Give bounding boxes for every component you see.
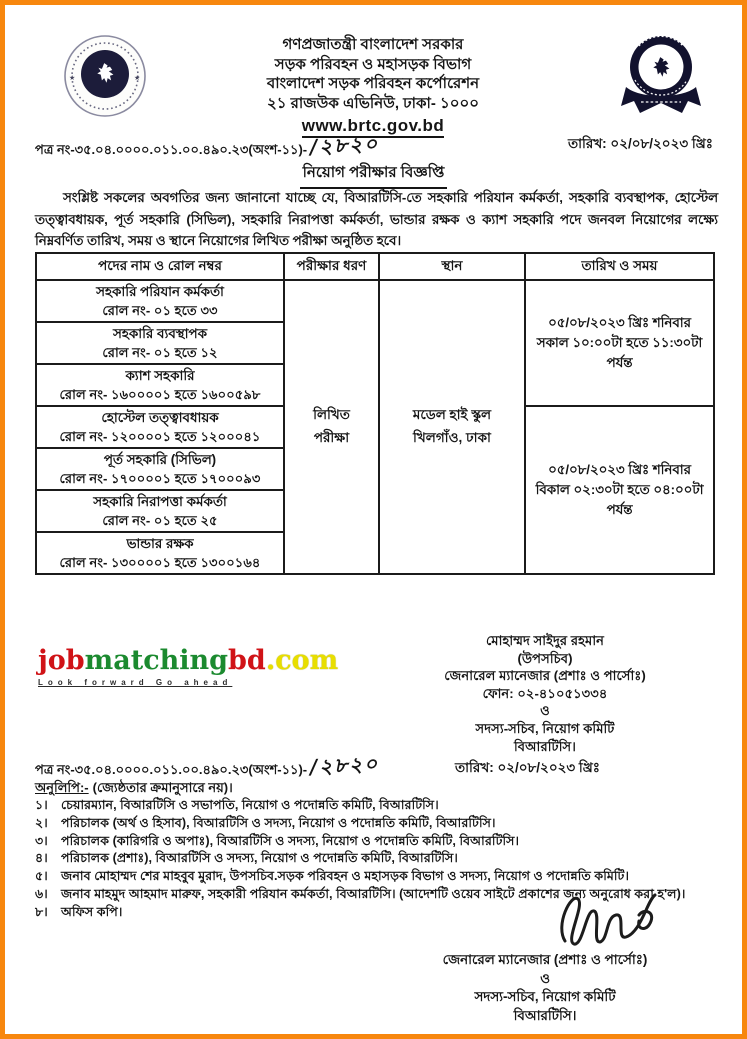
footer-signature-block (390, 951, 700, 1025)
memo-number-handwritten: /২৮২০ (309, 131, 380, 159)
list-item (35, 797, 723, 815)
notice-title: নিয়োগ পরীক্ষার বিজ্ঞপ্তি (300, 161, 448, 189)
watermark-matching: matching (84, 645, 229, 676)
column-header-venue: স্থান (379, 253, 525, 280)
footer-title2: সদস্য-সচিব, নিয়োগ কমিটি (474, 989, 616, 1004)
schedule-time: সকাল ১০:০০টা হতে ১১:৩০টা (536, 335, 703, 350)
position-roll: রোল নং- ১৩০০০০১ হতে ১৩০০১৬৪ (59, 555, 261, 570)
website-link: www.brtc.gov.bd (302, 115, 445, 138)
position-cell (36, 490, 284, 532)
svg-text:★: ★ (69, 75, 76, 82)
signatory-phone: ফোন: ০২-৪১০৫১৩৩৪ (482, 685, 608, 701)
memo-number-text: পত্র নং-৩৫.০৪.০০০০.০১১.০০.৪৯০.২৩(অংশ-১১)- (35, 142, 308, 157)
signatory-name: মোহাম্মদ সাইদুর রহমান (485, 633, 605, 648)
column-header-position: পদের নাম ও রোল নম্বর (36, 253, 284, 280)
signatory-date: তারিখ: ০২/০৮/২০২৩ খ্রিঃ (455, 760, 601, 775)
position-name: পূর্ত সহকারি (সিভিল) (103, 452, 217, 467)
position-roll: রোল নং- ০১ হতে ২৫ (102, 513, 218, 528)
venue-cell: মডেল হাই স্কুল খিলগাঁও, ঢাকা (379, 280, 525, 574)
watermark-com: .com (265, 645, 339, 676)
schedule-cell-morning (525, 280, 714, 406)
government-name: গণপ্রজাতন্ত্রী বাংলাদেশ সরকার (282, 36, 464, 53)
letterhead (173, 35, 573, 138)
exam-type-cell: লিখিত পরীক্ষা (284, 280, 379, 574)
list-item-number: ৫। (35, 869, 48, 884)
position-roll: রোল নং- ১৬০০০০১ হতে ১৬০০৫৯৮ (59, 387, 261, 402)
handwritten-signature-icon (545, 883, 670, 960)
list-item-number: ১। (35, 798, 48, 812)
position-cell (36, 448, 284, 490)
jobmatchingbd-watermark (38, 645, 339, 687)
brtc-logo-icon (610, 31, 712, 128)
watermark-bd: bd (228, 645, 266, 676)
position-name: হোস্টেল তত্ত্বাবধায়ক (101, 410, 219, 425)
position-roll: রোল নং- ০১ হতে ৩৩ (102, 303, 218, 318)
schedule-until: পর্যন্ত (606, 502, 633, 517)
watermark-job: job (38, 645, 85, 676)
notice-body: সংশ্লিষ্ট সকলের অবগতির জন্য জানানো যাচ্ছে যে, বিআরটিসি-তে সহকারি পরিযান কর্মকর্তা, সহকারি ব্যবস্থাপক, হোস্টেল তত্ত্বাবধায়ক, পূর্ত সহকারি (সিভিল), সহকারি নিরাপত্তা কর্মকর্তা, ভান্ডার রক্ষক ও ক্যাশ সহকারি পদে জনবল নিয়োগের লক্ষ্যে নিম্নবর্ণিত তারিখ, সময় ও স্থানে নিয়োগের লিখিত পরীক্ষা অনুষ্ঠিত হবে। (35, 190, 718, 248)
list-item-number: ৩। (35, 833, 48, 848)
position-roll: রোল নং- ১২০০০০১ হতে ১২০০০৪১ (59, 429, 261, 444)
schedule-time: বিকাল ০২:৩০টা হতে ০৪:০০টা (535, 482, 704, 497)
position-name: সহকারি পরিযান কর্মকর্তা (96, 284, 224, 299)
memo-number-text: পত্র নং-৩৫.০৪.০০০০.০১১.০০.৪৯০.২৩(অংশ-১১)- (35, 762, 308, 777)
list-item-number: ৪। (35, 851, 48, 866)
position-roll: রোল নং- ০১ হতে ১২ (102, 345, 218, 360)
schedule-date: ০৫/০৮/২০২৩ খ্রিঃ শনিবার (548, 462, 691, 477)
schedule-until: পর্যন্ত (606, 355, 633, 370)
list-item-text: পরিচালক (অর্থ ও হিসাব), বিআরটিসি ও সদস্য, নিয়োগ ও পদোন্নতি কমিটি, বিআরটিসি। (61, 815, 496, 830)
position-name: সহকারি ব্যবস্থাপক (112, 326, 208, 341)
footer-conjunction: ও (540, 970, 550, 986)
list-item-text: পরিচালক (প্রশাঃ), বিআরটিসি ও সদস্য, নিয়োগ ও পদোন্নতি কমিটি, বিআরটিসি। (61, 851, 458, 866)
jobmatchingbd-logo (38, 645, 339, 676)
copies-heading-label: অনুলিপি:- (35, 780, 89, 795)
list-item-number: ৬। (35, 886, 48, 901)
list-item (35, 833, 723, 851)
schedule-date: ০৫/০৮/২০২৩ খ্রিঃ শনিবার (548, 315, 691, 330)
position-cell (36, 322, 284, 364)
signatory-conjunction: ও (540, 703, 550, 719)
list-item-text: অফিস কপি। (61, 904, 123, 919)
list-item (35, 850, 723, 868)
signatory-org: বিআরটিসি। (514, 738, 576, 754)
list-item-text: পরিচালক (কারিগরি ও অপাঃ), বিআরটিসি ও সদস্য, নিয়োগ ও পদোন্নতি কমিটি, বিআরটিসি। (61, 833, 520, 848)
table-header-row (36, 253, 714, 280)
position-name: সহকারি নিরাপত্তা কর্মকর্তা (93, 494, 227, 509)
signatory-rank: (উপসচিব) (517, 650, 573, 666)
footer-title1: জেনারেল ম্যানেজার (প্রশাঃ ও পার্সোঃ) (442, 952, 648, 967)
footer-org: বিআরটিসি। (513, 1007, 577, 1023)
table-row (36, 280, 714, 322)
signatory-title2: সদস্য-সচিব, নিয়োগ কমিটি (475, 720, 615, 736)
list-item-text: জনাব মোহাম্মদ শের মাহবুব মুরাদ, উপসচিব.সড়ক পরিবহন ও মহাসড়ক বিভাগ ও সদস্য, নিয়োগ ও পদোন্নতি কমিটি। (61, 869, 629, 884)
list-item-number: ৮। (35, 904, 48, 919)
column-header-exam-type: পরীক্ষার ধরণ (284, 253, 379, 280)
column-header-datetime: তারিখ ও সময় (525, 253, 714, 280)
organization-address: ২১ রাজউক এভিনিউ, ঢাকা- ১০০০ (267, 94, 479, 112)
position-cell (36, 532, 284, 574)
exam-schedule-table (35, 252, 715, 575)
list-item (35, 815, 723, 833)
issue-date: তারিখ: ০২/০৮/২০২৩ খ্রিঃ (567, 136, 713, 151)
government-seal-icon (57, 33, 153, 124)
svg-text:★: ★ (134, 75, 141, 82)
list-item-number: ২। (35, 815, 48, 830)
list-item-text: জনাব মাহমুদ আহমাদ মারুফ, সহকারী পরিযান কর্মকর্তা, বিআরটিসি। (আদেশটি ওয়েব সাইটে প্রকাশের জন্য অনুরোধ করা হ'ল)। (61, 886, 686, 901)
list-item-text: চেয়ারম্যান, বিআরটিসি ও সভাপতি, নিয়োগ ও পদোন্নতি কমিটি, বিআরটিসি। (61, 798, 439, 812)
watermark-tagline: Look forward Go ahead (38, 678, 233, 687)
signatory-title1: জেনারেল ম্যানেজার (প্রশাঃ ও পার্সোঃ) (444, 668, 646, 684)
signatory-block (390, 632, 700, 755)
position-name: ভান্ডার রক্ষক (126, 536, 194, 551)
division-name: সড়ক পরিবহন ও মহাসড়ক বিভাগ (274, 55, 472, 73)
organization-name: বাংলাদেশ সড়ক পরিবহন কর্পোরেশন (266, 75, 480, 92)
schedule-cell-afternoon (525, 406, 714, 574)
position-cell (36, 406, 284, 448)
position-cell (36, 364, 284, 406)
copies-heading-note: (জ্যেষ্ঠতার ক্রমানুসারে নয়)। (92, 780, 233, 795)
position-roll: রোল নং- ১৭০০০০১ হতে ১৭০০০৯৩ (59, 471, 261, 486)
memo-number-handwritten: /২৮২০ (309, 751, 380, 779)
position-name: ক্যাশ সহকারি (125, 368, 195, 383)
position-cell (36, 280, 284, 322)
